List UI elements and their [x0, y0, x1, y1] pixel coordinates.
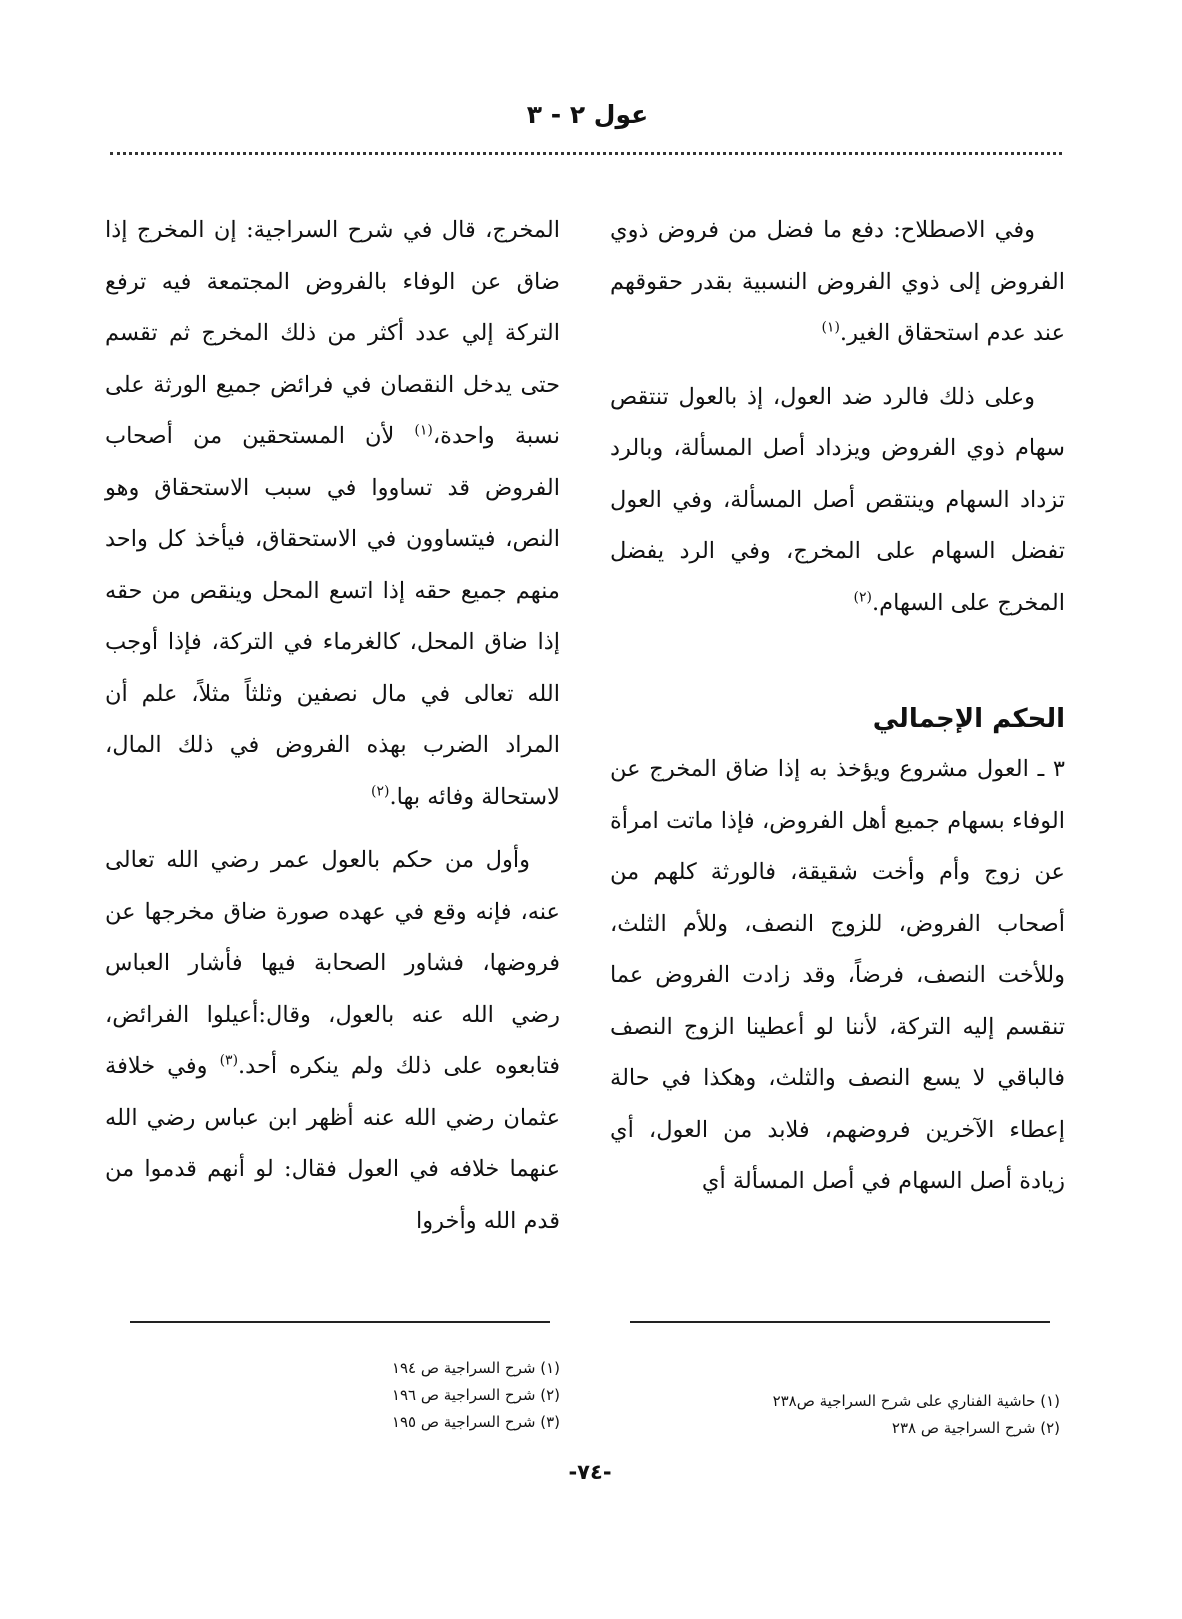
footnotes-right	[620, 1388, 1060, 1442]
footnote-ref: (٣)	[219, 1052, 239, 1069]
page-number: -٧٤-	[568, 1460, 612, 1484]
paragraph-text: المخرج، قال في شرح السراجية: إن المخرج إذا ضاق عن الوفاء بالفروض المجتمعة فيه ترفع التركة إلي عدد أكثر من ذلك المخرج ثم تقسم حتى يدخل النقصان في فرائض جميع الورثة على نسبة واحدة،	[105, 217, 560, 449]
paragraph-text: لأن المستحقين من أصحاب الفروض قد تساووا في سبب الاستحقاق وهو النص، فيتساوون في الاستحقاق، فيأخذ كل واحد منهم جميع حقه إذا اتسع المحل وينقص من حقه إذا ضاق المحل، كالغرماء في التركة، فإذا أوجب الله تعالى في مال نصفين وثلثاً مثلاً، علم أن المراد الضرب بهذه الفروض في ذلك المال، لاستحالة وفائه بها.	[105, 423, 560, 810]
paragraph-text: وفي خلافة عثمان رضي الله عنه أظهر ابن عباس رضي الله عنهما خلافه في العول فقال: لو أنهم قدموا من قدم الله وأخروا	[105, 1053, 560, 1234]
footnote-item: (٣) شرح السراجية ص ١٩٥	[391, 1413, 560, 1431]
paragraph-text: وأول من حكم بالعول عمر رضي الله تعالى عنه، فإنه وقع في عهده صورة ضاق مخرجها عن فروضها، فشاور الصحابة فيها فأشار العباس رضي الله عنه بالعول، وقال:أعيلوا الفرائض، فتابعوه على ذلك ولم ينكره أحد.	[105, 847, 560, 1079]
paragraph-history	[105, 835, 560, 1247]
left-column	[105, 205, 560, 1259]
footnote-item: (٢) شرح السراجية ص ١٩٦	[391, 1386, 560, 1404]
paragraph-definition	[610, 205, 1065, 360]
footnote-ref: (٢)	[853, 589, 872, 605]
paragraph-text: وفي الاصطلاح: دفع ما فضل من فروض ذوي الفروض إلى ذوي الفروض النسبية بقدر حقوقهم عند عدم استحقاق الغير.	[610, 217, 1065, 346]
page-header	[110, 100, 1065, 148]
footnote-item: (١) حاشية الفناري على شرح السراجية ص٢٣٨	[772, 1392, 1060, 1410]
footnote-item: (١) شرح السراجية ص ١٩٤	[391, 1359, 560, 1377]
footnote-divider-right	[630, 1321, 1050, 1323]
paragraph-radd	[610, 372, 1065, 630]
section-heading: الحكم الإجمالي	[872, 704, 1065, 734]
paragraph-text: ٣ ـ العول مشروع ويؤخذ به إذا ضاق المخرج عن الوفاء بسهام جميع أهل الفروض، فإذا ماتت امرأة عن زوج وأم وأخت شقيقة، فالورثة كلهم من أصحاب الفروض، للزوج النصف، وللأم الثلث، وللأخت النصف، فرضاً، وقد زادت الفروض عما تنقسم إليه التركة، لأننا لو أعطينا الزوج النصف فالباقي لا يسع النصف والثلث، وهكذا في حالة إعطاء الآخرين فروضهم، فلابد من العول، أي زيادة أصل السهام في أصل المسألة أي	[610, 756, 1065, 1194]
footnotes-left	[120, 1355, 560, 1436]
footnote-ref: (١)	[414, 422, 433, 439]
paragraph-text: وعلى ذلك فالرد ضد العول، إذ بالعول تنتقص سهام ذوي الفروض ويزداد أصل المسألة، وبالرد تزداد السهام وينتقص أصل المسألة، وفي العول تفضل السهام على المخرج، وفي الرد يفضل المخرج على السهام.	[610, 383, 1065, 616]
header-dotted-divider	[110, 152, 1062, 155]
paragraph-ruling	[610, 744, 1065, 1208]
paragraph-makhraj	[105, 205, 560, 823]
right-column	[610, 205, 1065, 1220]
footnote-ref: (٢)	[371, 783, 390, 799]
header-title: عول ٢ - ٣	[526, 100, 649, 129]
footnote-ref: (١)	[821, 319, 840, 336]
footnote-item: (٢) شرح السراجية ص ٢٣٨	[891, 1419, 1060, 1437]
footnote-divider-left	[130, 1321, 550, 1323]
